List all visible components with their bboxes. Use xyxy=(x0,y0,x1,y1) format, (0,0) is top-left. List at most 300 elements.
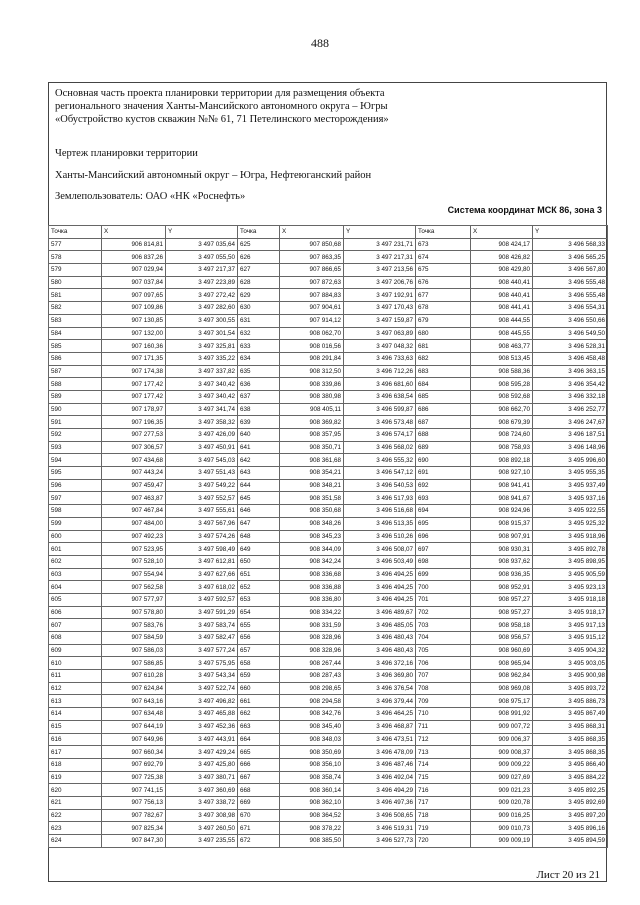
y-coordinate: 3 496 247,67 xyxy=(533,416,608,429)
drawing-title: Чертеж планировки территории xyxy=(55,148,198,159)
y-coordinate: 3 497 522,74 xyxy=(166,682,238,695)
x-coordinate: 909 027,69 xyxy=(471,771,533,784)
x-coordinate: 908 927,10 xyxy=(471,467,533,480)
y-coordinate: 3 496 540,53 xyxy=(344,479,416,492)
point-number: 668 xyxy=(238,784,280,797)
y-coordinate: 3 495 937,16 xyxy=(533,492,608,505)
table-row xyxy=(49,733,608,746)
point-number: 661 xyxy=(238,695,280,708)
y-coordinate: 3 496 363,15 xyxy=(533,365,608,378)
x-coordinate: 908 956,57 xyxy=(471,632,533,645)
x-coordinate: 907 584,59 xyxy=(102,632,166,645)
point-number: 604 xyxy=(49,581,102,594)
x-coordinate: 909 008,37 xyxy=(471,746,533,759)
y-coordinate: 3 496 464,25 xyxy=(344,708,416,721)
x-coordinate: 908 941,41 xyxy=(471,479,533,492)
point-number: 705 xyxy=(416,644,471,657)
point-number: 586 xyxy=(49,352,102,365)
y-coordinate: 3 495 905,59 xyxy=(533,568,608,581)
point-number: 646 xyxy=(238,505,280,518)
point-number: 648 xyxy=(238,530,280,543)
y-coordinate: 3 495 917,13 xyxy=(533,619,608,632)
y-coordinate: 3 497 496,82 xyxy=(166,695,238,708)
y-coordinate: 3 497 213,56 xyxy=(344,264,416,277)
x-coordinate: 907 306,57 xyxy=(102,441,166,454)
point-number: 597 xyxy=(49,492,102,505)
table-row xyxy=(49,657,608,670)
y-coordinate: 3 497 591,29 xyxy=(166,606,238,619)
column-header: Y xyxy=(533,226,608,239)
table-row xyxy=(49,517,608,530)
point-number: 578 xyxy=(49,251,102,264)
y-coordinate: 3 495 925,32 xyxy=(533,517,608,530)
x-coordinate: 908 361,68 xyxy=(280,454,344,467)
table-row xyxy=(49,327,608,340)
point-number: 650 xyxy=(238,555,280,568)
y-coordinate: 3 495 866,40 xyxy=(533,758,608,771)
x-coordinate: 906 837,26 xyxy=(102,251,166,264)
x-coordinate: 908 351,58 xyxy=(280,492,344,505)
point-number: 633 xyxy=(238,340,280,353)
point-number: 699 xyxy=(416,568,471,581)
x-coordinate: 907 174,38 xyxy=(102,365,166,378)
header-line-1: Основная часть проекта планировки территории для размещения объекта xyxy=(55,88,385,99)
y-coordinate: 3 496 497,36 xyxy=(344,796,416,809)
point-number: 667 xyxy=(238,771,280,784)
point-number: 649 xyxy=(238,543,280,556)
point-number: 645 xyxy=(238,492,280,505)
point-number: 666 xyxy=(238,758,280,771)
y-coordinate: 3 496 519,31 xyxy=(344,822,416,835)
y-coordinate: 3 495 893,72 xyxy=(533,682,608,695)
point-number: 628 xyxy=(238,276,280,289)
point-number: 644 xyxy=(238,479,280,492)
header-line-2: регионального значения Ханты-Мансийского автономного округа – Югры xyxy=(55,101,388,112)
point-number: 665 xyxy=(238,746,280,759)
x-coordinate: 907 586,85 xyxy=(102,657,166,670)
table-row xyxy=(49,670,608,683)
point-number: 647 xyxy=(238,517,280,530)
table-row xyxy=(49,581,608,594)
point-number: 689 xyxy=(416,441,471,454)
x-coordinate: 908 960,69 xyxy=(471,644,533,657)
x-coordinate: 907 562,58 xyxy=(102,581,166,594)
point-number: 672 xyxy=(238,835,280,848)
point-number: 614 xyxy=(49,708,102,721)
y-coordinate: 3 497 341,74 xyxy=(166,403,238,416)
x-coordinate: 909 010,73 xyxy=(471,822,533,835)
table-row xyxy=(49,264,608,277)
y-coordinate: 3 495 996,60 xyxy=(533,454,608,467)
x-coordinate: 907 177,42 xyxy=(102,378,166,391)
x-coordinate: 907 528,10 xyxy=(102,555,166,568)
y-coordinate: 3 496 494,25 xyxy=(344,581,416,594)
x-coordinate: 907 782,67 xyxy=(102,809,166,822)
sheet-footer: Лист 20 из 21 xyxy=(536,869,600,881)
x-coordinate: 908 975,17 xyxy=(471,695,533,708)
table-row xyxy=(49,644,608,657)
x-coordinate: 907 492,23 xyxy=(102,530,166,543)
point-number: 615 xyxy=(49,720,102,733)
x-coordinate: 907 624,84 xyxy=(102,682,166,695)
x-coordinate: 907 692,79 xyxy=(102,758,166,771)
table-row xyxy=(49,467,608,480)
y-coordinate: 3 497 338,72 xyxy=(166,796,238,809)
y-coordinate: 3 497 380,71 xyxy=(166,771,238,784)
x-coordinate: 909 021,23 xyxy=(471,784,533,797)
y-coordinate: 3 496 480,43 xyxy=(344,632,416,645)
y-coordinate: 3 497 545,03 xyxy=(166,454,238,467)
point-number: 686 xyxy=(416,403,471,416)
table-row xyxy=(49,416,608,429)
point-number: 656 xyxy=(238,632,280,645)
point-number: 715 xyxy=(416,771,471,784)
x-coordinate: 908 424,17 xyxy=(471,238,533,251)
point-number: 626 xyxy=(238,251,280,264)
column-header: Точка xyxy=(49,226,102,239)
y-coordinate: 3 496 494,25 xyxy=(344,568,416,581)
x-coordinate: 908 936,35 xyxy=(471,568,533,581)
x-coordinate: 908 965,94 xyxy=(471,657,533,670)
point-number: 696 xyxy=(416,530,471,543)
point-number: 595 xyxy=(49,467,102,480)
x-coordinate: 909 007,72 xyxy=(471,720,533,733)
y-coordinate: 3 495 897,20 xyxy=(533,809,608,822)
header-line-3: «Обустройство кустов скважин №№ 61, 71 Петелинского месторождения» xyxy=(55,114,389,125)
point-number: 587 xyxy=(49,365,102,378)
y-coordinate: 3 495 898,95 xyxy=(533,555,608,568)
point-number: 675 xyxy=(416,264,471,277)
y-coordinate: 3 497 308,98 xyxy=(166,809,238,822)
y-coordinate: 3 495 904,32 xyxy=(533,644,608,657)
x-coordinate: 907 850,68 xyxy=(280,238,344,251)
y-coordinate: 3 497 235,55 xyxy=(166,835,238,848)
y-coordinate: 3 497 055,50 xyxy=(166,251,238,264)
x-coordinate: 908 328,96 xyxy=(280,644,344,657)
y-coordinate: 3 495 886,73 xyxy=(533,695,608,708)
y-coordinate: 3 497 574,26 xyxy=(166,530,238,543)
x-coordinate: 908 937,62 xyxy=(471,555,533,568)
y-coordinate: 3 497 598,49 xyxy=(166,543,238,556)
y-coordinate: 3 496 638,54 xyxy=(344,390,416,403)
region: Ханты-Мансийский автономный округ – Югра, Нефтеюганский район xyxy=(55,170,372,181)
table-row xyxy=(49,479,608,492)
column-header: Y xyxy=(166,226,238,239)
point-number: 603 xyxy=(49,568,102,581)
x-coordinate: 908 662,70 xyxy=(471,403,533,416)
y-coordinate: 3 497 358,32 xyxy=(166,416,238,429)
point-number: 712 xyxy=(416,733,471,746)
y-coordinate: 3 496 555,48 xyxy=(533,276,608,289)
table-row xyxy=(49,441,608,454)
y-coordinate: 3 495 918,17 xyxy=(533,606,608,619)
y-coordinate: 3 495 923,13 xyxy=(533,581,608,594)
point-number: 643 xyxy=(238,467,280,480)
x-coordinate: 907 277,53 xyxy=(102,429,166,442)
point-number: 624 xyxy=(49,835,102,848)
point-number: 599 xyxy=(49,517,102,530)
y-coordinate: 3 496 458,48 xyxy=(533,352,608,365)
x-coordinate: 908 342,24 xyxy=(280,555,344,568)
x-coordinate: 908 444,55 xyxy=(471,314,533,327)
point-number: 577 xyxy=(49,238,102,251)
x-coordinate: 907 660,34 xyxy=(102,746,166,759)
x-coordinate: 908 962,84 xyxy=(471,670,533,683)
y-coordinate: 3 497 192,91 xyxy=(344,289,416,302)
y-coordinate: 3 495 896,16 xyxy=(533,822,608,835)
y-coordinate: 3 497 360,69 xyxy=(166,784,238,797)
point-number: 605 xyxy=(49,593,102,606)
table-row xyxy=(49,771,608,784)
y-coordinate: 3 497 301,54 xyxy=(166,327,238,340)
x-coordinate: 908 679,39 xyxy=(471,416,533,429)
x-coordinate: 907 109,86 xyxy=(102,302,166,315)
x-coordinate: 908 380,98 xyxy=(280,390,344,403)
y-coordinate: 3 496 489,67 xyxy=(344,606,416,619)
y-coordinate: 3 496 478,09 xyxy=(344,746,416,759)
x-coordinate: 908 991,92 xyxy=(471,708,533,721)
x-coordinate: 908 588,36 xyxy=(471,365,533,378)
x-coordinate: 908 441,41 xyxy=(471,302,533,315)
point-number: 711 xyxy=(416,720,471,733)
x-coordinate: 908 287,43 xyxy=(280,670,344,683)
point-number: 619 xyxy=(49,771,102,784)
table-row xyxy=(49,619,608,632)
x-coordinate: 907 434,68 xyxy=(102,454,166,467)
x-coordinate: 907 484,00 xyxy=(102,517,166,530)
point-number: 598 xyxy=(49,505,102,518)
point-number: 621 xyxy=(49,796,102,809)
point-number: 579 xyxy=(49,264,102,277)
x-coordinate: 908 344,09 xyxy=(280,543,344,556)
point-number: 608 xyxy=(49,632,102,645)
table-row xyxy=(49,340,608,353)
x-coordinate: 908 924,96 xyxy=(471,505,533,518)
point-number: 601 xyxy=(49,543,102,556)
table-row xyxy=(49,365,608,378)
point-number: 585 xyxy=(49,340,102,353)
x-coordinate: 907 171,35 xyxy=(102,352,166,365)
y-coordinate: 3 496 354,42 xyxy=(533,378,608,391)
column-header: Точка xyxy=(238,226,280,239)
point-number: 631 xyxy=(238,314,280,327)
y-coordinate: 3 495 867,49 xyxy=(533,708,608,721)
x-coordinate: 908 969,08 xyxy=(471,682,533,695)
x-coordinate: 908 907,91 xyxy=(471,530,533,543)
point-number: 691 xyxy=(416,467,471,480)
x-coordinate: 907 825,34 xyxy=(102,822,166,835)
point-number: 655 xyxy=(238,619,280,632)
y-coordinate: 3 496 573,48 xyxy=(344,416,416,429)
point-number: 673 xyxy=(416,238,471,251)
column-header: X xyxy=(471,226,533,239)
point-number: 706 xyxy=(416,657,471,670)
x-coordinate: 907 523,95 xyxy=(102,543,166,556)
x-coordinate: 907 037,84 xyxy=(102,276,166,289)
column-header: Точка xyxy=(416,226,471,239)
x-coordinate: 908 758,93 xyxy=(471,441,533,454)
point-number: 710 xyxy=(416,708,471,721)
x-coordinate: 908 592,68 xyxy=(471,390,533,403)
table-row xyxy=(49,543,608,556)
x-coordinate: 908 348,21 xyxy=(280,479,344,492)
x-coordinate: 908 358,74 xyxy=(280,771,344,784)
point-number: 607 xyxy=(49,619,102,632)
y-coordinate: 3 495 955,35 xyxy=(533,467,608,480)
x-coordinate: 907 097,65 xyxy=(102,289,166,302)
table-row xyxy=(49,314,608,327)
y-coordinate: 3 497 223,89 xyxy=(166,276,238,289)
point-number: 582 xyxy=(49,302,102,315)
x-coordinate: 908 291,84 xyxy=(280,352,344,365)
point-number: 589 xyxy=(49,390,102,403)
point-number: 660 xyxy=(238,682,280,695)
x-coordinate: 907 866,65 xyxy=(280,264,344,277)
coord-system: Система координат МСК 86, зона 3 xyxy=(447,205,602,215)
x-coordinate: 908 440,41 xyxy=(471,289,533,302)
point-number: 625 xyxy=(238,238,280,251)
table-row xyxy=(49,454,608,467)
table-row xyxy=(49,809,608,822)
y-coordinate: 3 497 325,81 xyxy=(166,340,238,353)
y-coordinate: 3 497 577,24 xyxy=(166,644,238,657)
point-number: 663 xyxy=(238,720,280,733)
point-number: 653 xyxy=(238,593,280,606)
point-number: 695 xyxy=(416,517,471,530)
point-number: 651 xyxy=(238,568,280,581)
x-coordinate: 908 930,31 xyxy=(471,543,533,556)
y-coordinate: 3 496 599,87 xyxy=(344,403,416,416)
y-coordinate: 3 497 465,88 xyxy=(166,708,238,721)
y-coordinate: 3 496 567,80 xyxy=(533,264,608,277)
y-coordinate: 3 497 583,74 xyxy=(166,619,238,632)
point-number: 693 xyxy=(416,492,471,505)
y-coordinate: 3 496 480,43 xyxy=(344,644,416,657)
y-coordinate: 3 497 582,47 xyxy=(166,632,238,645)
y-coordinate: 3 497 300,55 xyxy=(166,314,238,327)
x-coordinate: 907 577,97 xyxy=(102,593,166,606)
point-number: 708 xyxy=(416,682,471,695)
point-number: 635 xyxy=(238,365,280,378)
table-header-row xyxy=(49,226,608,239)
x-coordinate: 907 756,13 xyxy=(102,796,166,809)
y-coordinate: 3 495 884,22 xyxy=(533,771,608,784)
point-number: 594 xyxy=(49,454,102,467)
table-row xyxy=(49,822,608,835)
x-coordinate: 907 863,35 xyxy=(280,251,344,264)
x-coordinate: 907 132,00 xyxy=(102,327,166,340)
y-coordinate: 3 496 555,48 xyxy=(533,289,608,302)
point-number: 681 xyxy=(416,340,471,353)
x-coordinate: 908 345,23 xyxy=(280,530,344,543)
x-coordinate: 908 350,68 xyxy=(280,505,344,518)
x-coordinate: 908 385,50 xyxy=(280,835,344,848)
y-coordinate: 3 495 892,25 xyxy=(533,784,608,797)
y-coordinate: 3 496 487,46 xyxy=(344,758,416,771)
point-number: 636 xyxy=(238,378,280,391)
y-coordinate: 3 496 494,29 xyxy=(344,784,416,797)
point-number: 701 xyxy=(416,593,471,606)
x-coordinate: 908 915,37 xyxy=(471,517,533,530)
x-coordinate: 907 872,63 xyxy=(280,276,344,289)
point-number: 652 xyxy=(238,581,280,594)
point-number: 698 xyxy=(416,555,471,568)
table-row xyxy=(49,403,608,416)
point-number: 591 xyxy=(49,416,102,429)
point-number: 639 xyxy=(238,416,280,429)
y-coordinate: 3 495 892,69 xyxy=(533,796,608,809)
y-coordinate: 3 497 340,42 xyxy=(166,390,238,403)
x-coordinate: 907 029,94 xyxy=(102,264,166,277)
point-number: 637 xyxy=(238,390,280,403)
y-coordinate: 3 496 712,26 xyxy=(344,365,416,378)
y-coordinate: 3 497 170,43 xyxy=(344,302,416,315)
y-coordinate: 3 496 510,26 xyxy=(344,530,416,543)
y-coordinate: 3 497 272,42 xyxy=(166,289,238,302)
table-row xyxy=(49,555,608,568)
y-coordinate: 3 495 894,59 xyxy=(533,835,608,848)
x-coordinate: 908 369,82 xyxy=(280,416,344,429)
point-number: 592 xyxy=(49,429,102,442)
x-coordinate: 908 336,68 xyxy=(280,568,344,581)
x-coordinate: 908 957,27 xyxy=(471,606,533,619)
point-number: 697 xyxy=(416,543,471,556)
y-coordinate: 3 496 372,16 xyxy=(344,657,416,670)
y-coordinate: 3 497 575,95 xyxy=(166,657,238,670)
point-number: 683 xyxy=(416,365,471,378)
x-coordinate: 908 463,77 xyxy=(471,340,533,353)
point-number: 674 xyxy=(416,251,471,264)
point-number: 714 xyxy=(416,758,471,771)
x-coordinate: 907 463,87 xyxy=(102,492,166,505)
table-row xyxy=(49,302,608,315)
x-coordinate: 907 178,97 xyxy=(102,403,166,416)
y-coordinate: 3 495 918,18 xyxy=(533,593,608,606)
y-coordinate: 3 496 568,02 xyxy=(344,441,416,454)
x-coordinate: 907 130,85 xyxy=(102,314,166,327)
point-number: 702 xyxy=(416,606,471,619)
point-number: 704 xyxy=(416,632,471,645)
point-number: 609 xyxy=(49,644,102,657)
point-number: 717 xyxy=(416,796,471,809)
y-coordinate: 3 496 681,60 xyxy=(344,378,416,391)
x-coordinate: 908 312,50 xyxy=(280,365,344,378)
table-row xyxy=(49,758,608,771)
point-number: 617 xyxy=(49,746,102,759)
y-coordinate: 3 497 618,02 xyxy=(166,581,238,594)
x-coordinate: 908 336,80 xyxy=(280,593,344,606)
y-coordinate: 3 495 900,98 xyxy=(533,670,608,683)
point-number: 590 xyxy=(49,403,102,416)
x-coordinate: 908 595,28 xyxy=(471,378,533,391)
point-number: 678 xyxy=(416,302,471,315)
table-row xyxy=(49,606,608,619)
y-coordinate: 3 495 922,55 xyxy=(533,505,608,518)
y-coordinate: 3 496 494,25 xyxy=(344,593,416,606)
page-number: 488 xyxy=(311,36,329,50)
y-coordinate: 3 496 148,96 xyxy=(533,441,608,454)
x-coordinate: 907 586,03 xyxy=(102,644,166,657)
y-coordinate: 3 496 508,65 xyxy=(344,809,416,822)
y-coordinate: 3 496 565,25 xyxy=(533,251,608,264)
x-coordinate: 907 160,36 xyxy=(102,340,166,353)
y-coordinate: 3 496 376,54 xyxy=(344,682,416,695)
point-number: 580 xyxy=(49,276,102,289)
point-number: 612 xyxy=(49,682,102,695)
point-number: 640 xyxy=(238,429,280,442)
x-coordinate: 909 020,78 xyxy=(471,796,533,809)
x-coordinate: 908 941,67 xyxy=(471,492,533,505)
